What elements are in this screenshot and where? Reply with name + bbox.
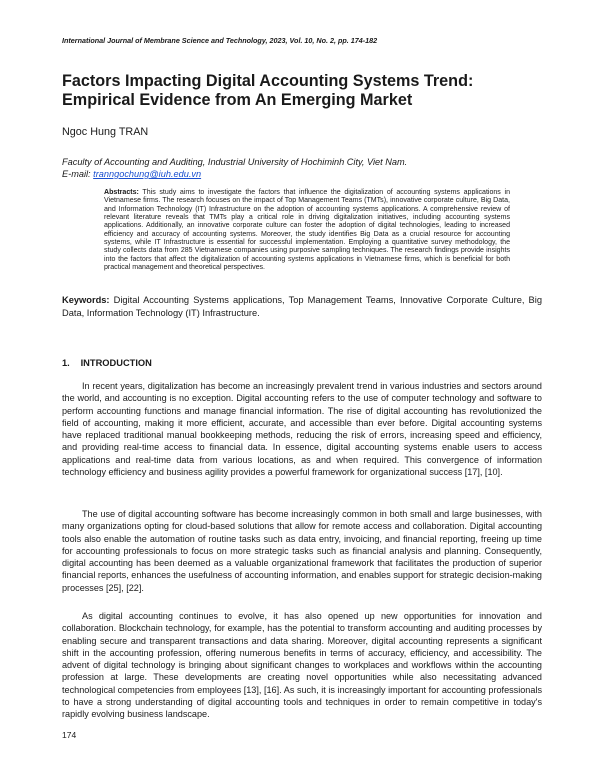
keywords: [62, 294, 542, 320]
keywords-label: Keywords:: [62, 295, 110, 305]
author-name: Ngoc Hung TRAN: [62, 126, 149, 138]
abstract: [104, 189, 510, 272]
affiliation-block: [62, 156, 542, 180]
abstract-text: This study aims to investigate the factors that influence the digitalization of accounting systems applications in Vietnamese firms. The research focuses on the impact of Top Management Teams (TMTs), innovative corporate culture, Big Data, and Information Technology (IT) Infrastructure on the adoption of accounting systems applications. A comprehensive review of relevant literature reveals that TMTs play a critical role in driving digitalization initiatives, including accounting systems applications. Additionally, an innovative corporate culture can foster the adoption of digital technologies, leading to increased efficiency and accuracy of accounting systems. Moreover, the study identifies Big Data as a crucial resource for accounting systems, while IT Infrastructure is essential for successful implementation. Employing a quantitative survey methodology, the study collects data from 285 Vietnamese companies using purposive sampling techniques. The research findings provide insights into the factors that affect the digitalization of accounting systems applications in Vietnamese firms, which is beneficial for both practical management and theoretical perspectives.: [104, 189, 510, 272]
body-paragraph: In recent years, digitalization has become an increasingly prevalent trend in various industries and sectors around the world, and accounting is no exception. Digital accounting refers to the use of computer technology and software to perform accounting functions and manage financial information. The rise of digital accounting has revolutionized the field of accounting, making it more efficient, accurate, and accessible than ever before. Digital accounting systems have replaced traditional manual bookkeeping methods, reducing the risk of errors, increasing speed and efficiency, and providing real-time access to financial data. In essence, digital accounting systems enable users to access applications and real-time data from various locations, as and when required. This convergence of information technology efficiency and business agility provides a powerful framework for organizational success [17], [10].: [62, 381, 542, 478]
body-paragraph: As digital accounting continues to evolve, it has also opened up new opportunities for innovation and collaboration. Blockchain technology, for example, has the potential to transform accounting and auditing processes by enabling secure and transparent transactions and data sharing. Moreover, digital accounting represents a significant shift in the accounting profession, offering numerous benefits in terms of accuracy, efficiency, and accessibility. The advent of digital technology is bringing about significant changes to workplaces and workflows within the accounting profession at large. These developments are creating novel opportunities while also necessitating advanced technological competencies from employees [13], [16]. As such, it is increasingly important for accounting professionals to have a strong understanding of digital accounting tools and techniques in order to remain competitive in today's rapidly evolving business landscape.: [62, 611, 542, 720]
body-paragraph: The use of digital accounting software has become increasingly common in both small and large businesses, with many organizations opting for cloud-based solutions that allow for remote access and collaboration. Digital accounting tools also enable the automation of routine tasks such as data entry, invoicing, and financial reporting, freeing up time for accounting professionals to focus on more strategic tasks such as financial analysis and planning. Consequently, digital accounting has been deemed as a valuable organizational framework that facilitates the production of superior financial reports, enhances the usefulness of accounting information, and enables support for strategic decision-making processes [25], [22].: [62, 509, 542, 593]
abstract-label: Abstracts:: [104, 189, 139, 196]
section-title: INTRODUCTION: [80, 358, 152, 368]
page-number: 174: [62, 730, 77, 740]
email-link[interactable]: tranngochung@iuh.edu.vn: [93, 169, 202, 179]
email-line: [62, 168, 542, 180]
paper-title: Factors Impacting Digital Accounting Systems Trend: Empirical Evidence from An Emerging Market: [62, 72, 474, 109]
journal-header: International Journal of Membrane Science and Technology, 2023, Vol. 10, No. 2, pp. 174-182: [62, 36, 378, 45]
keywords-text: Digital Accounting Systems applications, Top Management Teams, Innovative Corporate Culture, Big Data, Information Technology (IT) Infrastructure.: [62, 295, 542, 318]
email-label: E-mail:: [62, 169, 91, 179]
affiliation: Faculty of Accounting and Auditing, Industrial University of Hochiminh City, Viet Nam.: [62, 157, 408, 167]
section-heading: [62, 358, 152, 368]
section-number: 1.: [62, 358, 70, 368]
